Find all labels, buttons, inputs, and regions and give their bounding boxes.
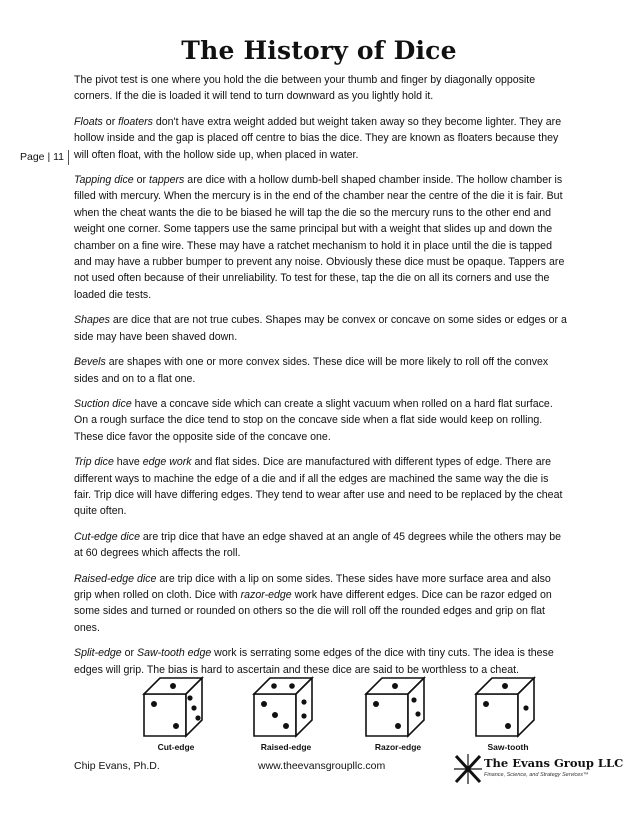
logo-name: The Evans Group LLC <box>484 756 624 770</box>
saw-tooth-die-icon <box>472 672 544 740</box>
body-text <box>74 72 568 687</box>
dice-label-raised-edge: Raised-edge <box>260 742 312 752</box>
dice-illustration <box>140 672 610 754</box>
italic-term: Raised-edge dice <box>74 572 157 585</box>
paragraph <box>74 354 568 387</box>
text-run: and flat sides. Dice are manufactured with different types of edge. There are different ways to machine the edge of a die and if all the edges are machined the same way the die is fair. Trip dice will have differing edges. They tend to wear after use and need to be replaced by the cheat quite often. <box>74 456 563 518</box>
text-run: work have different edges. Dice can be razor edged on some sides and turned or rounded on others so the die will roll off the rounded edges and grip on flat ones. <box>74 588 552 634</box>
text-run: work is serrating some edges of the dice with tiny cuts. The idea is these edges will grip. The bias is hard to ascertain and these dice are said to be worthless to a cheat. <box>74 647 554 676</box>
italic-term: Trip dice <box>74 456 114 469</box>
footer-url: www.theevansgroupllc.com <box>258 760 386 772</box>
paragraph <box>74 72 568 105</box>
dice-label-razor-edge: Razor-edge <box>374 742 422 752</box>
dice-label-cut-edge: Cut-edge <box>157 742 195 752</box>
page-number-label: Page | 11 <box>20 150 69 165</box>
italic-term: Saw-tooth edge <box>137 647 212 660</box>
company-logo <box>454 754 624 794</box>
italic-term: Shapes <box>74 314 110 327</box>
text-run: or <box>133 174 150 187</box>
dice-label-saw-tooth: Saw-tooth <box>487 742 529 752</box>
italic-term: floaters <box>118 115 153 128</box>
italic-term: Split-edge <box>74 647 122 660</box>
text-run: are trip dice that have an edge shaved at an angle of 45 degrees while the others may be at 60 degrees which affects the roll. <box>74 530 562 560</box>
text-run: are dice that are not true cubes. Shapes may be convex or concave on some sides or edges or a side may have been shaved down. <box>74 314 567 343</box>
text-run: are shapes with one or more convex sides. These dice will be more likely to roll off the convex sides and on to a flat one. <box>74 356 549 385</box>
italic-term: Tapping dice <box>74 174 134 187</box>
cut-edge-die-icon <box>140 672 212 740</box>
raised-edge-die-icon <box>250 672 322 740</box>
text-run: are trip dice with a lip on some sides. These sides have more surface area and also grip when rolled on cloth. Dice with <box>74 572 551 601</box>
footer-author: Chip Evans, Ph.D. <box>74 760 160 772</box>
paragraph <box>74 571 568 637</box>
italic-term: tappers <box>149 174 185 187</box>
italic-term: edge work <box>142 456 192 469</box>
text-run: The pivot test is one where you hold the die between your thumb and finger by diagonally opposite corners. If the die is loaded it will tend to turn downward as you lightly hold it. <box>74 74 536 103</box>
paragraph <box>74 312 568 345</box>
italic-term: Bevels <box>74 356 106 369</box>
text-run: don't have extra weight added but weight taken away so they become lighter. They are hollow inside and the gap is placed off centre to bias the dice. They are known as floaters because they will often float, with the hollow side up, when placed in water. <box>74 115 562 161</box>
razor-edge-die-icon <box>362 672 434 740</box>
italic-term: Floats <box>74 115 103 128</box>
page-title: The History of Dice <box>181 36 457 65</box>
text-run: or <box>121 647 138 660</box>
italic-term: Cut-edge dice <box>74 530 140 543</box>
logo-tagline: Finance, Science, and Strategy Services™ <box>484 772 589 778</box>
paragraph <box>74 396 568 445</box>
text-run: or <box>102 115 119 128</box>
paragraph <box>74 114 568 163</box>
italic-term: razor-edge <box>240 588 292 601</box>
italic-term: Suction dice <box>74 397 132 410</box>
paragraph <box>74 454 568 520</box>
paragraph <box>74 172 568 303</box>
text-run: have a concave side which can create a slight vacuum when rolled on a hard flat surface. On a rough surface the dice tend to stop on the concave side when a flat side would keep on rolling. These dice favor the opposite side of the concave one. <box>74 397 553 443</box>
paragraph <box>74 529 568 562</box>
star-logo-icon <box>454 754 482 784</box>
text-run: are dice with a hollow dumb-bell shaped chamber inside. The hollow chamber is filled with mercury. When the mercury is in the end of the chamber near the centre of the die it is fair. But when the cheat wants the die to be biased he will tap the die so the mercury runs to the other end and weight one corner. Some tappers use the same principal but with a weight that slides up and down the chamber on a fine wire. These may have a ratchet mechanism to hold it in place until the die is tapped and may have a rubber bumper to prevent any noise. Obviously these dice must be opaque. Tappers are not used often because of their unreliability. To test for these, tap the die on all its corners and use the loaded die tests. <box>74 174 565 301</box>
text-run: have <box>113 456 143 469</box>
